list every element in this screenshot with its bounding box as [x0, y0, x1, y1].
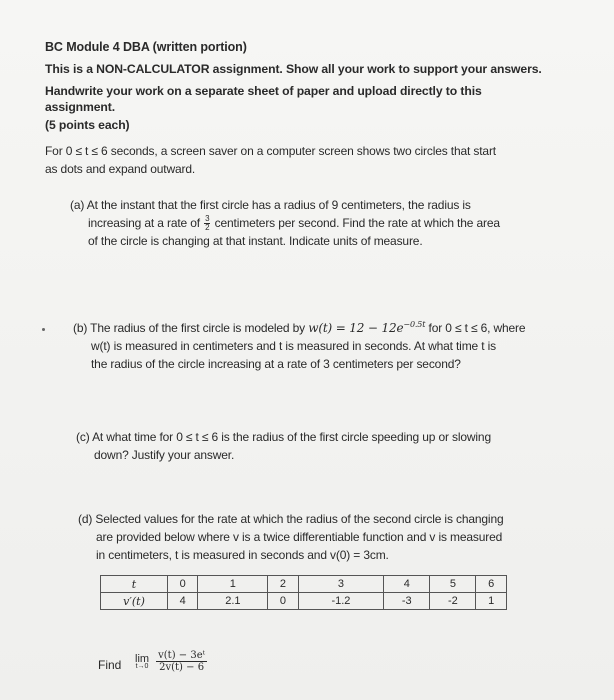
- table-header-vprime: v′(t): [101, 593, 168, 610]
- table-cell: 0: [268, 593, 298, 610]
- limit-numerator: v(t) − 3eᵗ: [158, 650, 206, 661]
- part-a-line-2-post: centimeters per second. Find the rate at which the area: [214, 216, 500, 230]
- values-table: [100, 575, 507, 610]
- part-a: [70, 196, 500, 250]
- limit-denominator: 2v(t) − 6: [159, 662, 205, 673]
- table-cell: 3: [298, 576, 383, 593]
- rate-fraction: [204, 215, 210, 232]
- part-b-exponent: −0.5t: [403, 320, 426, 329]
- table-cell: 4: [384, 576, 430, 593]
- table-cell: 1: [476, 593, 507, 610]
- part-b-line-3: the radius of the circle increasing at a rate of 3 centimeters per second?: [91, 357, 461, 371]
- limit-word: lim: [135, 653, 150, 665]
- part-a-line-1: (a) At the instant that the first circle has a radius of 9 centimeters, the radius is: [70, 198, 471, 212]
- limit-fraction: [156, 650, 207, 673]
- instruction-handwrite: Handwrite your work on a separate sheet of paper and upload directly to this: [45, 84, 482, 98]
- part-b-line-1-post: for 0 ≤ t ≤ 6, where: [428, 321, 526, 335]
- table-row-vprime: [101, 593, 507, 610]
- part-b-line-1: [73, 316, 525, 337]
- intro-line-2: as dots and expand outward.: [45, 162, 196, 176]
- part-d-line-1: (d) Selected values for the rate at which the radius of the second circle is changing: [78, 512, 504, 526]
- part-b: [73, 316, 525, 373]
- table-cell: 6: [476, 576, 507, 593]
- table-cell: -3: [384, 593, 430, 610]
- intro-line-1: For 0 ≤ t ≤ 6 seconds, a screen saver on a computer screen shows two circles that start: [45, 144, 496, 158]
- instruction-handwrite-cont: assignment.: [45, 100, 116, 114]
- intro-text: [45, 142, 496, 178]
- instruction-noncalc: This is a NON-CALCULATOR assignment. Show all your work to support your answers.: [45, 62, 542, 76]
- part-a-line-2-pre: increasing at a rate of: [88, 216, 200, 230]
- limit-operator: [135, 653, 149, 670]
- page-title: BC Module 4 DBA (written portion): [45, 40, 247, 54]
- part-a-line-2: [70, 214, 500, 232]
- part-a-line-3: of the circle is changing at that instant. Indicate units of measure.: [88, 234, 423, 249]
- part-d-line-2: are provided below where v is a twice differentiable function and v is measured: [96, 530, 503, 544]
- table-cell: 2: [268, 576, 298, 593]
- table-cell: 2.1: [198, 593, 268, 610]
- part-d: [78, 510, 504, 564]
- part-b-line-2: w(t) is measured in centimeters and t is measured in seconds. At what time t is: [91, 339, 496, 353]
- rate-fraction-den: 2: [205, 223, 210, 233]
- part-d-line-3: in centimeters, t is measured in seconds and v(0) = 3cm.: [96, 548, 389, 562]
- limit-subscript: t→0: [135, 663, 149, 670]
- part-c: [76, 428, 491, 464]
- table-row-t: [101, 576, 507, 593]
- table-cell: 5: [430, 576, 476, 593]
- table-cell: 1: [198, 576, 268, 593]
- part-c-line-1: (c) At what time for 0 ≤ t ≤ 6 is the radius of the first circle speeding up or slowing: [76, 430, 491, 444]
- part-c-line-2: down? Justify your answer.: [94, 448, 235, 462]
- bullet-dot: [42, 328, 45, 331]
- table-cell: 4: [168, 593, 198, 610]
- part-b-line-1-pre: (b) The radius of the first circle is modeled by: [73, 321, 306, 335]
- table-header-t: t: [101, 576, 168, 593]
- table-cell: 0: [168, 576, 198, 593]
- part-b-function: w(t) = 12 − 12e: [308, 321, 404, 335]
- table-cell: -1.2: [298, 593, 383, 610]
- limit-expression: [135, 650, 207, 673]
- table-cell: -2: [430, 593, 476, 610]
- find-label: Find: [98, 658, 122, 672]
- rate-fraction-num: 3: [205, 214, 210, 224]
- points-note: (5 points each): [45, 118, 130, 132]
